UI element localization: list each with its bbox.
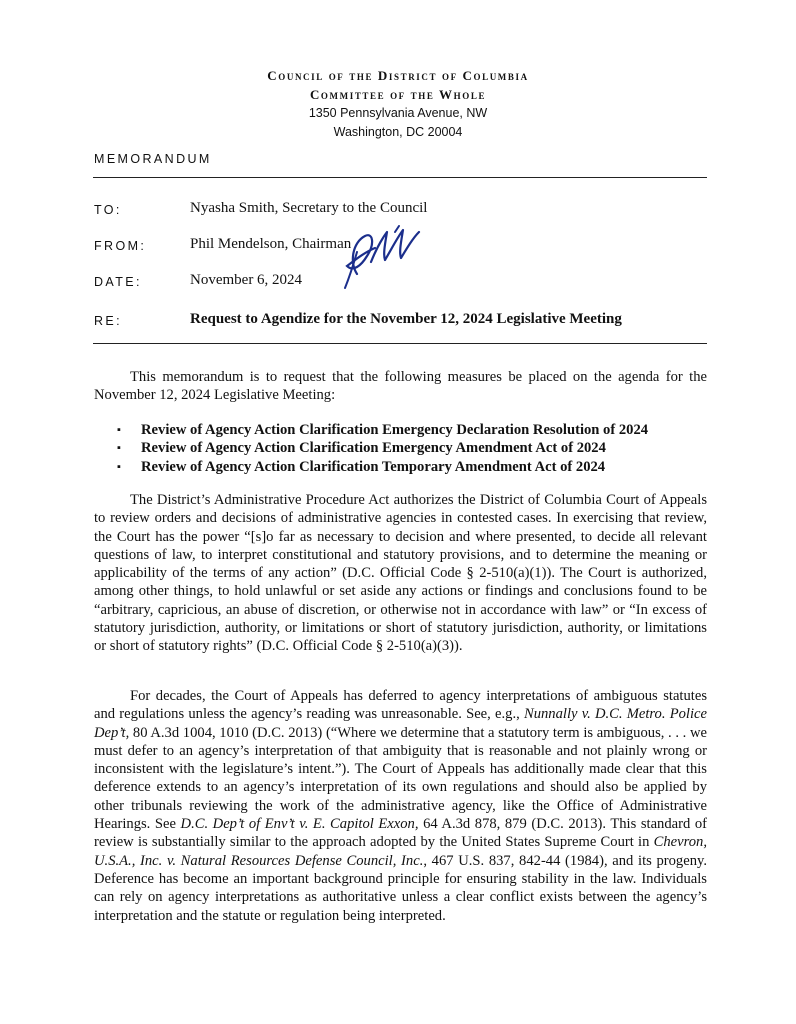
from-label: FROM: (94, 239, 147, 253)
list-item (117, 421, 648, 439)
memo-label: MEMORANDUM (94, 152, 212, 166)
para2-text: For decades, the Court of Appeals has deferred to agency interpretations of ambiguous statutes and regulations unless the agency’s reading was unreasonable. See, e.g., (94, 688, 707, 723)
letterhead-city: Washington, DC 20004 (333, 125, 463, 139)
letterhead (0, 66, 796, 142)
paragraph-apa: The District’s Administrative Procedure Act authorizes the District of Columbia Court of Appeals to review orders and decisions of administrative agencies in contested cases. In exercising that review, the Court has the power “[s]o far as necessary to decision and where presented, to decide all relevant questions of law, to interpret constitutional and statutory provisions, and to determine the meaning or applicability of the terms of any action” (D.C. Official Code § 2-510(a)(1)). The Court is authorized, among other things, to hold unlawful or set aside any actions or findings and conclusions found to be “arbitrary, capricious, an abuse of discretion, or otherwise not in accordance with law” or “In excess of statutory jurisdiction, authority, or limitations or short of statutory jurisdiction, authority, or limitations or short of statutory rights” (D.C. Official Code § 2-510(a)(3)). (94, 492, 707, 655)
measures-list (117, 421, 648, 476)
signature-icon (335, 222, 425, 292)
letterhead-address: 1350 Pennsylvania Avenue, NW (308, 106, 488, 120)
re-value: Request to Agendize for the November 12, 2024 Legislative Meeting (190, 311, 622, 327)
bullet-icon: ▪ (117, 424, 121, 436)
para2-text: 64 A.3d 878, 879 (D.C. 2013). This standard of review is substantially similar to the approach adopted by the United States Supreme Court in (94, 816, 707, 851)
intro-paragraph: This memorandum is to request that the following measures be placed on the agenda for the November 12, 2024 Legislative Meeting: (94, 369, 707, 404)
list-item (117, 458, 648, 476)
para2-text: 80 A.3d 1004, 1010 (D.C. 2013) (“Where we determine that a statutory term is ambiguous, . . . we must defer to an agency’s interpretation of that ambiguity that is reasonable and not plainly wrong or inconsistent with the legislature’s intent.”). The Court of Appeals has additionally made clear that this deference extends to an agency’s interpretation of its own regulations and should also be applied by other tribunals reviewing the work of the administrative agency, like the Office of Administrative Hearings. See (94, 724, 707, 833)
from-value: Phil Mendelson, Chairman (190, 236, 352, 252)
date-value: November 6, 2024 (190, 272, 303, 288)
measure-title: Review of Agency Action Clarification Temporary Amendment Act of 2024 (141, 458, 606, 475)
para2-text: , 467 U.S. 837, 842-44 (1984), and its progeny. Deference has become an important background principle for ensuring stability in the law. Individuals can rely on agency interpretations as authoritative unless a clear conflict exists between the agency’s interpretation and the statute or regulation being interpreted. (94, 852, 708, 924)
paragraph-deference (94, 687, 707, 925)
divider-bottom (93, 343, 707, 344)
letterhead-org: Council of the District of Columbia (267, 68, 529, 83)
case-citation: Nunnally v. D.C. Metro. Police Dep’t, (94, 706, 707, 741)
letterhead-committee: Committee of the Whole (309, 87, 487, 102)
to-label: TO: (94, 203, 122, 217)
date-label: DATE: (94, 275, 142, 289)
divider-top (93, 177, 707, 178)
measure-title: Review of Agency Action Clarification Emergency Declaration Resolution of 2024 (141, 422, 649, 438)
list-item (117, 439, 648, 457)
case-citation: D.C. Dep’t of Env’t v. E. Capitol Exxon, (180, 816, 419, 833)
measure-title: Review of Agency Action Clarification Emergency Amendment Act of 2024 (141, 440, 606, 457)
to-value: Nyasha Smith, Secretary to the Council (190, 200, 428, 216)
bullet-icon: ▪ (117, 442, 121, 455)
bullet-icon: ▪ (117, 460, 121, 473)
re-label: RE: (94, 314, 123, 328)
case-citation: Chevron, U.S.A., Inc. v. Natural Resources Defense Council, Inc. (94, 834, 707, 869)
